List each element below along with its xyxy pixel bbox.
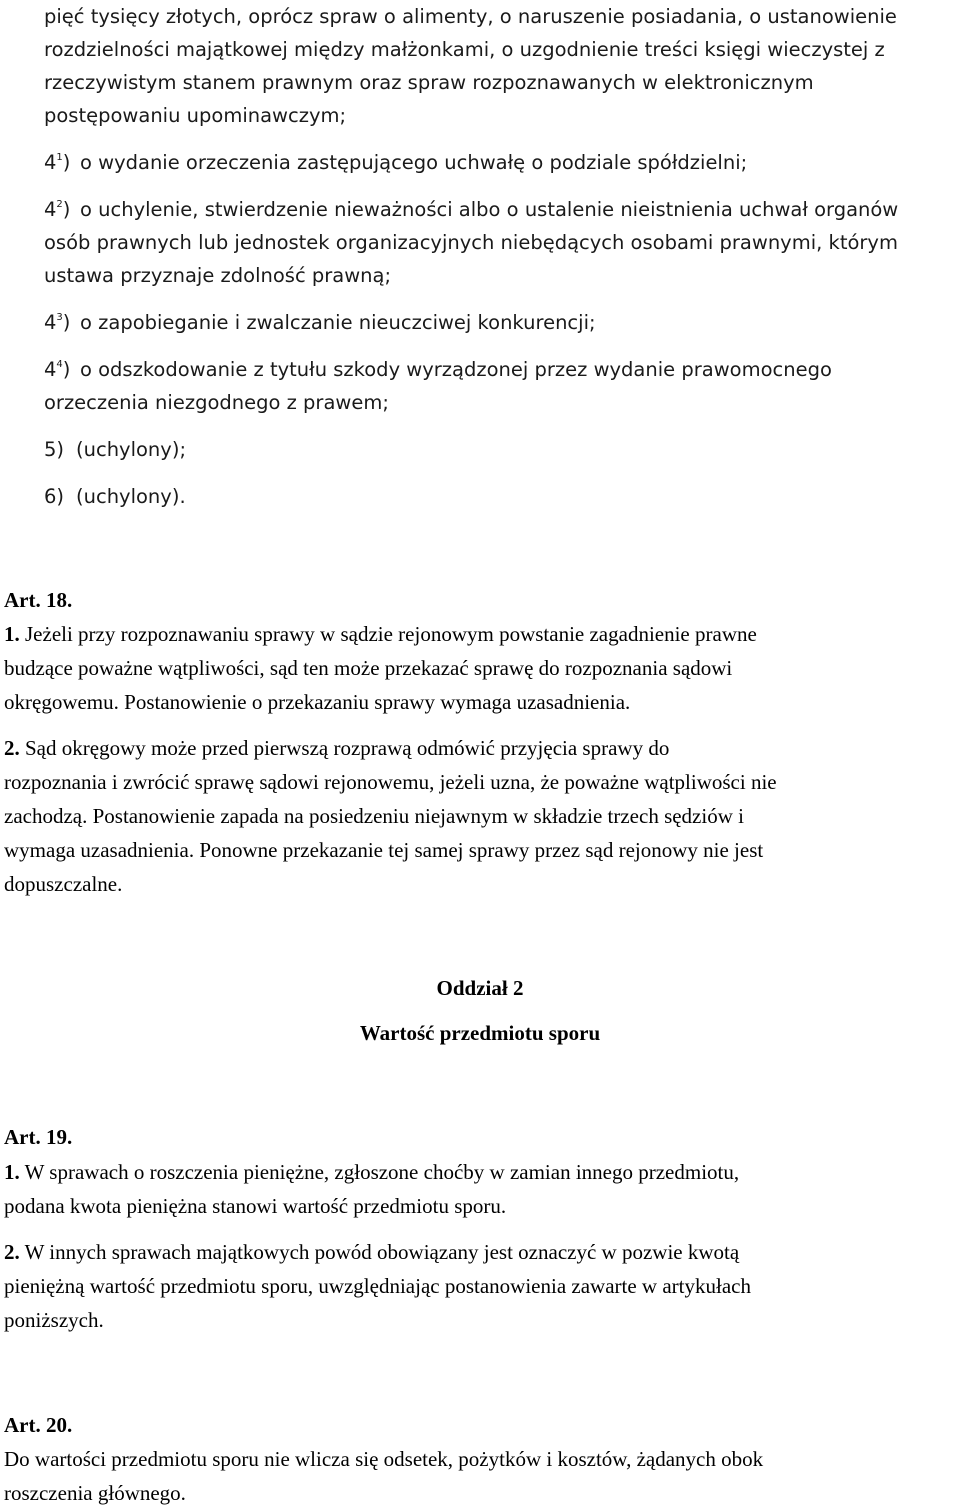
list-item xyxy=(44,353,70,387)
list-item-text: osób prawnych lub jednostek organizacyjnych niebędących osobami prawnymi, którym xyxy=(44,231,898,254)
article-paragraph-line: rozpoznania i zwrócić sprawę sądowi rejonowemu, jeżeli uzna, że poważne wątpliwości nie xyxy=(4,770,777,794)
article-paragraph-line: roszczenia głównego. xyxy=(4,1481,186,1505)
article-paragraph-line: Do wartości przedmiotu sporu nie wlicza się odsetek, pożytków i kosztów, żądanych obok xyxy=(4,1447,764,1471)
list-item-number: 6) xyxy=(44,485,65,508)
item-paren: ) xyxy=(62,151,71,174)
article-paragraph-line: 2. W innych sprawach majątkowych powód obowiązany jest oznaczyć w pozwie kwotą xyxy=(4,1240,740,1264)
article-heading: Art. 19. xyxy=(4,1125,73,1149)
article-heading: Art. 18. xyxy=(4,588,73,612)
paragraph-number: 2. xyxy=(4,736,20,760)
item-paren: ) xyxy=(62,358,71,381)
section-subtitle: Wartość przedmiotu sporu xyxy=(359,1021,601,1045)
section-title: Oddział 2 xyxy=(436,976,524,1000)
article-paragraph-line: 1. Jeżeli przy rozpoznawaniu sprawy w sądzie rejonowym powstanie zagadnienie prawne xyxy=(4,622,757,646)
list-item xyxy=(44,306,70,340)
paragraph-number: 2. xyxy=(4,1240,20,1264)
list-item-text: o odszkodowanie z tytułu szkody wyrządzonej przez wydanie prawomocnego xyxy=(80,358,832,381)
paragraph-number: 1. xyxy=(4,1160,20,1184)
paragraph-line: rzeczywistym stanem prawnym oraz spraw rozpoznawanych w elektronicznym xyxy=(44,71,814,94)
item-superscript: 4 xyxy=(56,359,63,370)
article-paragraph-line: wymaga uzasadnienia. Ponowne przekazanie tej samej sprawy przez sąd rejonowy nie jest xyxy=(4,838,764,862)
article-paragraph-line: pieniężną wartość przedmiotu sporu, uwzględniając postanowienia zawarte w artykułach xyxy=(4,1274,751,1298)
item-paren: ) xyxy=(62,198,71,221)
article-heading: Art. 20. xyxy=(4,1413,73,1437)
list-item-number: 5) xyxy=(44,438,65,461)
article-paragraph-line: podana kwota pieniężna stanowi wartość przedmiotu sporu. xyxy=(4,1194,507,1218)
article-paragraph-line: dopuszczalne. xyxy=(4,872,123,896)
article-paragraph-line: okręgowemu. Postanowienie o przekazaniu sprawy wymaga uzasadnienia. xyxy=(4,690,631,714)
article-paragraph-line: zachodzą. Postanowienie zapada na posiedzeniu niejawnym w składzie trzech sędziów i xyxy=(4,804,744,828)
list-item-text: (uchylony). xyxy=(76,485,186,508)
list-item-text: o zapobieganie i zwalczanie nieuczciwej konkurencji; xyxy=(80,311,596,334)
item-superscript: 2 xyxy=(56,199,63,210)
paragraph-number: 1. xyxy=(4,622,20,646)
list-item-text: o wydanie orzeczenia zastępującego uchwałę o podziale spółdzielni; xyxy=(80,151,748,174)
paragraph-line: rozdzielności majątkowej między małżonkami, o uzgodnienie treści księgi wieczystej z xyxy=(44,38,885,61)
list-item-text: o uchylenie, stwierdzenie nieważności albo o ustalenie nieistnienia uchwał organów xyxy=(80,198,899,221)
item-superscript: 3 xyxy=(56,312,63,323)
item-number: 4 xyxy=(44,358,57,381)
article-paragraph-line: 2. Sąd okręgowy może przed pierwszą rozprawą odmówić przyjęcia sprawy do xyxy=(4,736,670,760)
list-item-text: (uchylony); xyxy=(76,438,187,461)
paragraph-line: postępowaniu upominawczym; xyxy=(44,104,347,127)
item-paren: ) xyxy=(62,311,71,334)
item-superscript: 1 xyxy=(56,152,63,163)
list-item-text: orzeczenia niezgodnego z prawem; xyxy=(44,391,389,414)
list-item xyxy=(44,193,70,227)
paragraph-line: pięć tysięcy złotych, oprócz spraw o alimenty, o naruszenie posiadania, o ustanowienie xyxy=(44,5,897,28)
article-paragraph-line: budzące poważne wątpliwości, sąd ten może przekazać sprawę do rozpoznania sądowi xyxy=(4,656,733,680)
item-number: 4 xyxy=(44,198,57,221)
item-number: 4 xyxy=(44,311,57,334)
item-number: 4 xyxy=(44,151,57,174)
article-paragraph-line: poniższych. xyxy=(4,1308,104,1332)
list-item xyxy=(44,146,70,180)
list-item-text: ustawa przyznaje zdolność prawną; xyxy=(44,264,392,287)
article-paragraph-line: 1. W sprawach o roszczenia pieniężne, zgłoszone choćby w zamian innego przedmiotu, xyxy=(4,1160,740,1184)
